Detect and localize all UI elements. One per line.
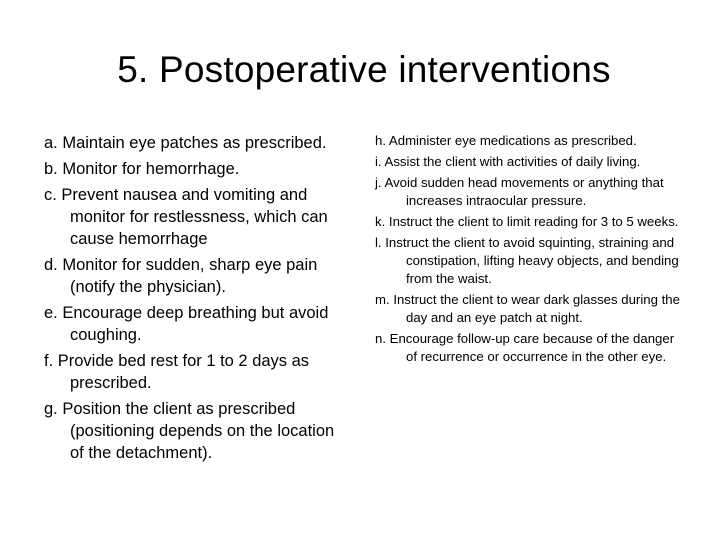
left-column-list xyxy=(44,132,344,468)
slide-title: 5. Postoperative interventions xyxy=(117,49,611,90)
list-item-h: h. Administer eye medications as prescribed. xyxy=(375,133,637,148)
right-column-list xyxy=(375,132,685,369)
list-item-k: k. Instruct the client to limit reading for 3 to 5 weeks. xyxy=(375,214,679,229)
list-item-f: f. Provide bed rest for 1 to 2 days as prescribed. xyxy=(44,352,310,392)
list-item-m: m. Instruct the client to wear dark glasses during the day and an eye patch at night. xyxy=(375,292,680,325)
list-item-c: c. Prevent nausea and vomiting and monitor for restlessness, which can cause hemorrhage xyxy=(44,186,328,248)
list-item-e: e. Encourage deep breathing but avoid coughing. xyxy=(44,304,329,344)
list-item-g: g. Position the client as prescribed (positioning depends on the location of the detachment). xyxy=(44,400,335,462)
list-item-j: j. Avoid sudden head movements or anything that increases intraocular pressure. xyxy=(375,175,664,208)
list-item-a: a. Maintain eye patches as prescribed. xyxy=(44,134,327,152)
list-item-l: l. Instruct the client to avoid squinting, straining and constipation, lifting heavy objects, and bending from the waist. xyxy=(375,235,679,286)
list-item-n: n. Encourage follow-up care because of the danger of recurrence or occurrence in the other eye. xyxy=(375,331,675,364)
list-item-b: b. Monitor for hemorrhage. xyxy=(44,160,240,178)
list-item-d: d. Monitor for sudden, sharp eye pain (notify the physician). xyxy=(44,256,318,296)
list-item-i: i. Assist the client with activities of daily living. xyxy=(375,154,641,169)
